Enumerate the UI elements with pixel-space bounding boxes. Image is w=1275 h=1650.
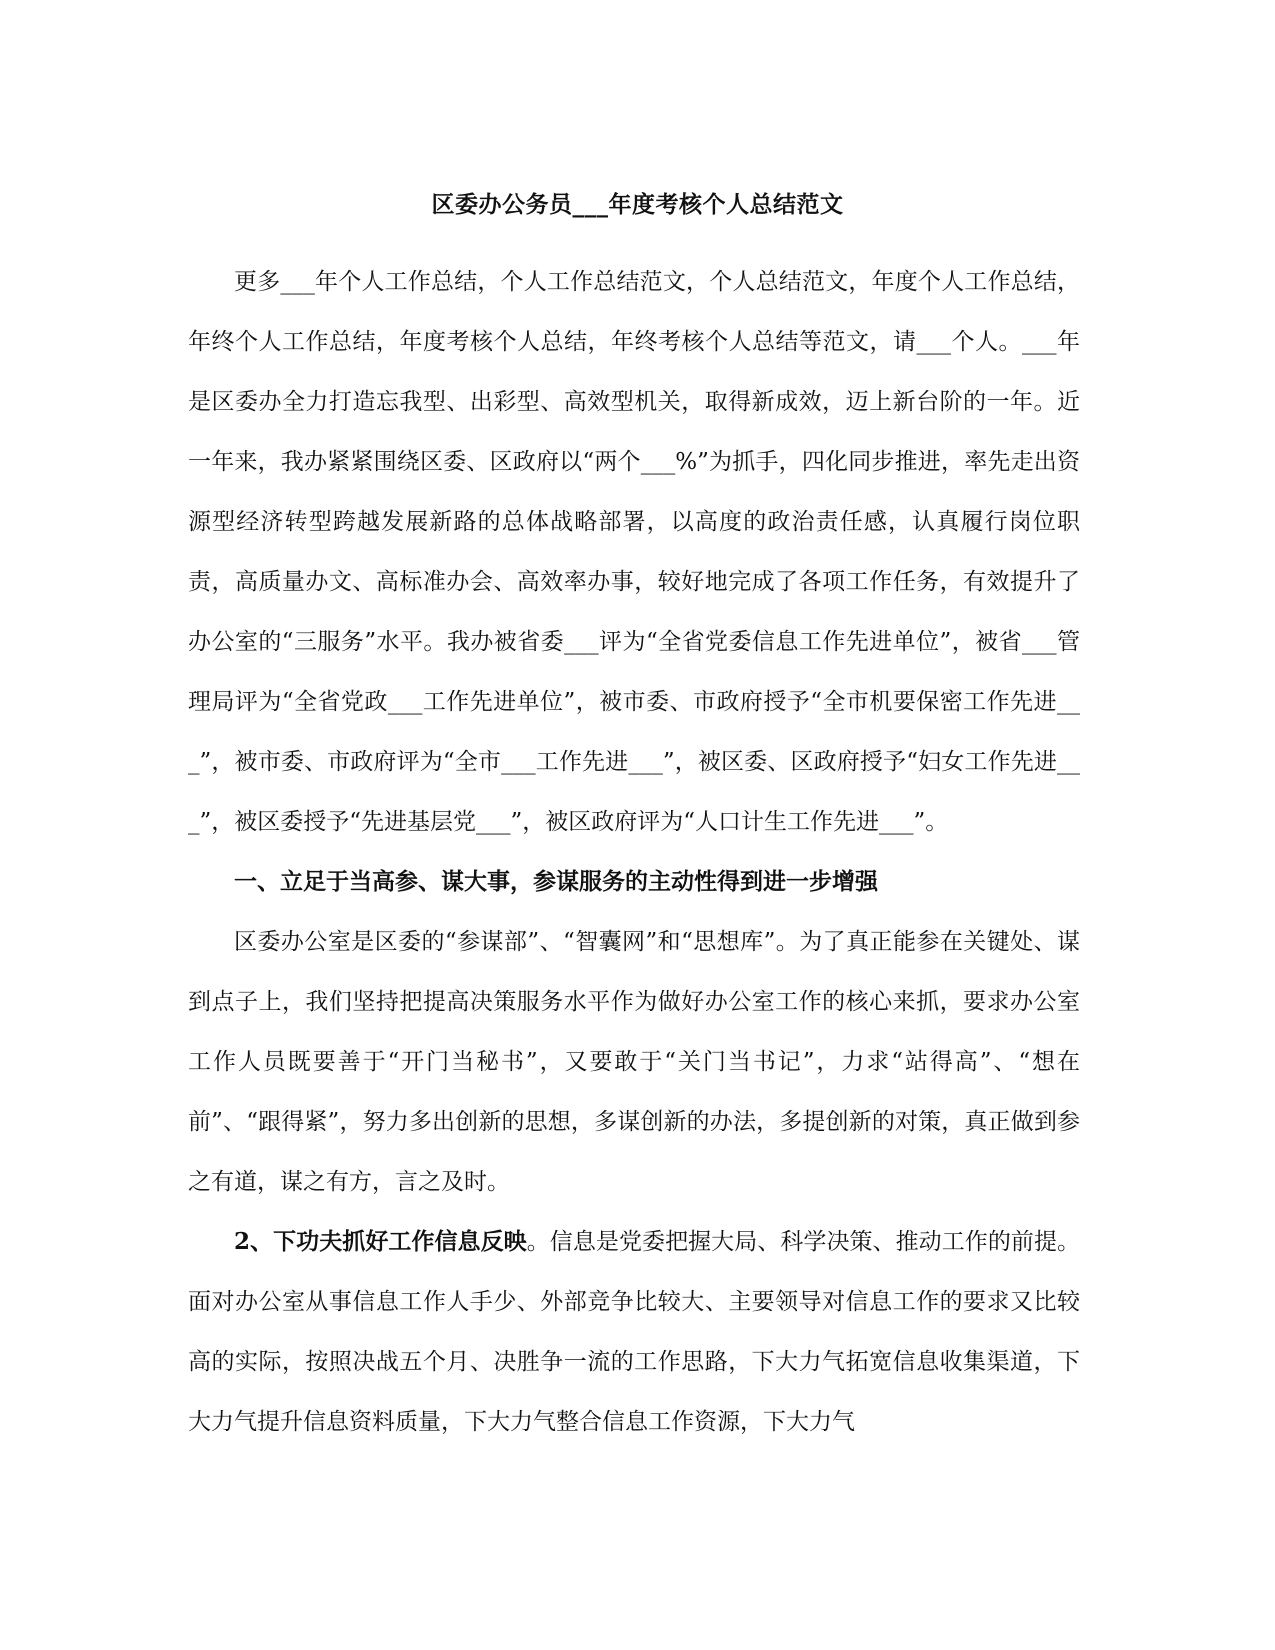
item-2-text: 。信息是党委把握大局、科学决策、推动工作的前提。面对办公室从事信息工作人手少、外部竞争比较大、主要领导对信息工作的要求又比较高的实际，按照决战五个月、决胜争一流的工作思路，下大力气拓宽信息收集渠道，下大力气提升信息资料质量，下大力气整合信息工作资源，下大力气 xyxy=(188,1229,1081,1435)
section-heading-1: 一、立足于当高参、谋大事，参谋服务的主动性得到进一步增强 xyxy=(234,868,878,895)
intro-paragraph: 更多___年个人工作总结，个人工作总结范文，个人总结范文，年度个人工作总结，年终个人工作总结，年度考核个人总结，年终考核个人总结等范文，请___个人。___年是区委办全力打造忘我型、出彩型、高效型机关，取得新成效，迈上新台阶的一年。近一年来，我办紧紧围绕区委、区政府以“两个___%”为抓手，四化同步推进，率先走出资源型经济转型跨越发展新路的总体战略部署，以高度的政治责任感，认真履行岗位职责，高质量办文、高标准办会、高效率办事，较好地完成了各项工作任务，有效提升了办公室的“三服务”水平。我办被省委___评为“全省党委信息工作先进单位”，被省___管理局评为“全省党政___工作先进单位”，被市委、市政府授予“全市机要保密工作先进___”，被市委、市政府评为“全市___工作先进___”，被区委、区政府授予“妇女工作先进___”，被区委授予“先进基层党___”，被区政府评为“人口计生工作先进___”。 xyxy=(188,269,1080,835)
item-2-paragraph xyxy=(188,1212,1080,1452)
document-body xyxy=(188,252,1080,1452)
item-2-lead: 2、下功夫抓好工作信息反映 xyxy=(234,1228,527,1255)
document-title: 区委办公务员___年度考核个人总结范文 xyxy=(431,191,844,218)
section-1-paragraph: 区委办公室是区委的“参谋部”、“智囊网”和“思想库”。为了真正能参在关键处、谋到点子上，我们坚持把提高决策服务水平作为做好办公室工作的核心来抓，要求办公室工作人员既要善于“开门当秘书”，又要敢于“关门当书记”，力求“站得高”、“想在前”、“跟得紧”，努力多出创新的思想，多谋创新的办法，多提创新的对策，真正做到参之有道，谋之有方，言之及时。 xyxy=(188,929,1080,1195)
